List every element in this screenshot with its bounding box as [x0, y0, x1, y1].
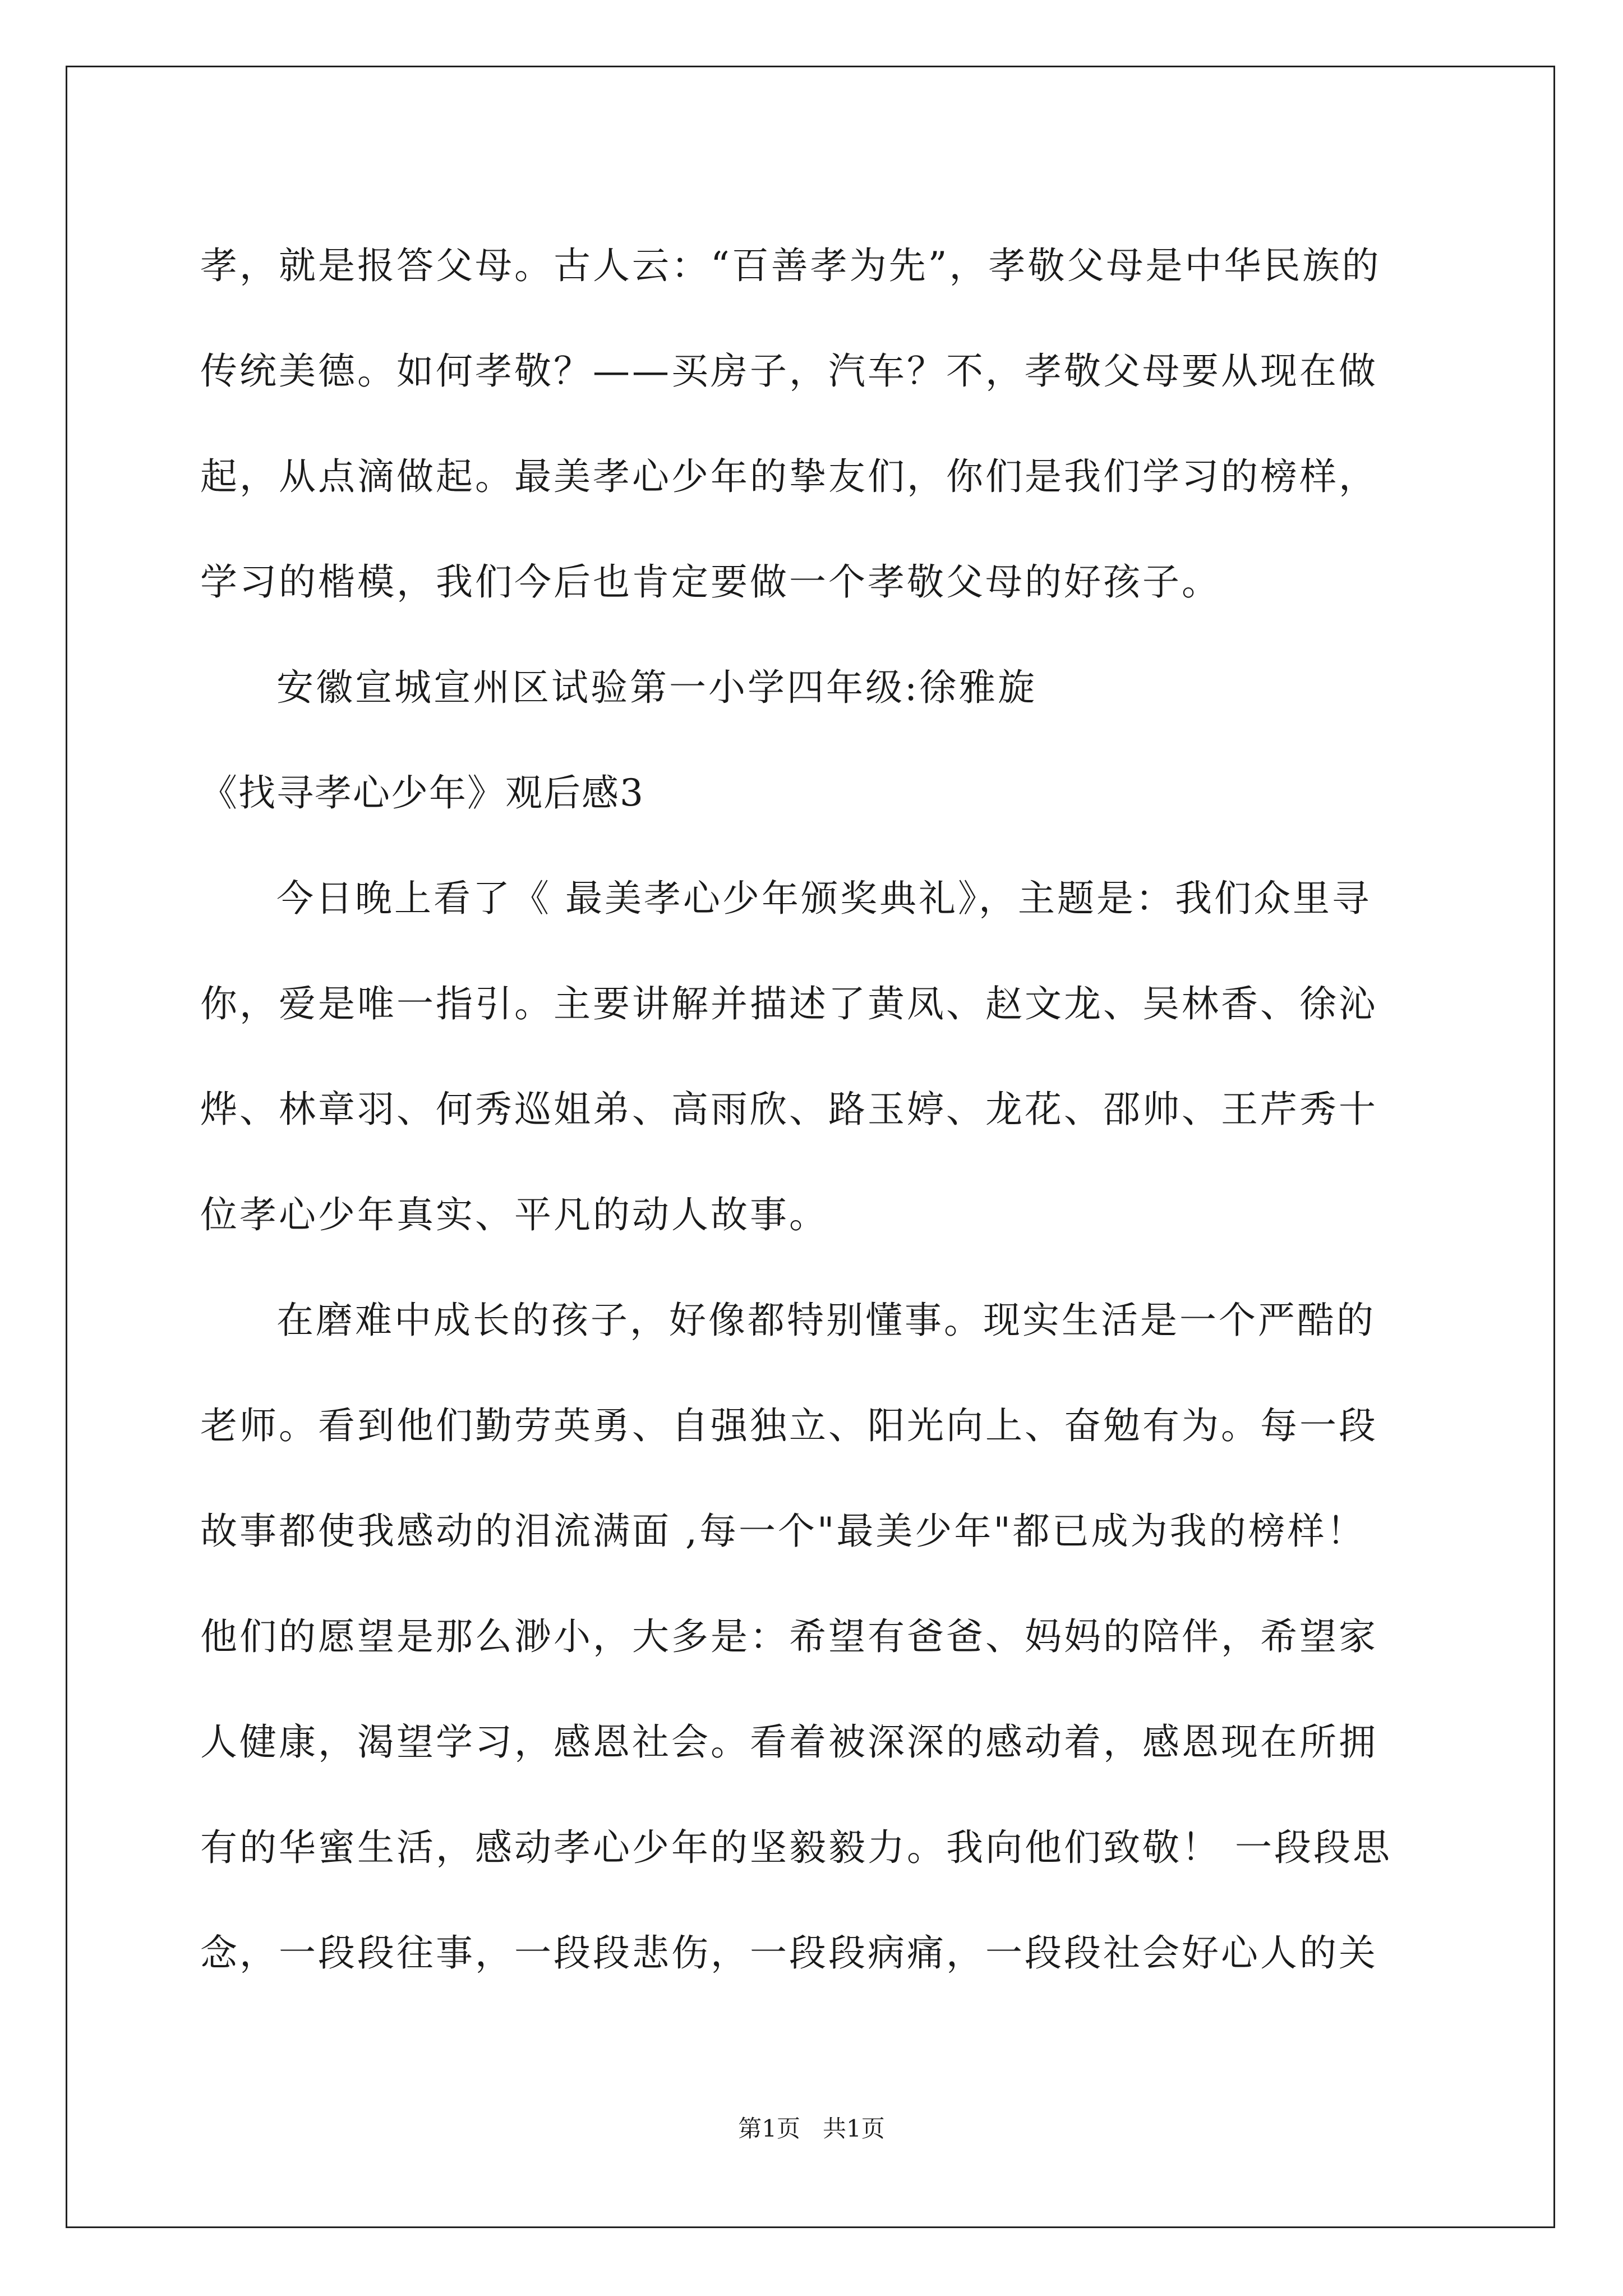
- paragraph-line: 学习的楷模，我们今后也肯定要做一个孝敬父母的好孩子。: [200, 560, 1221, 604]
- paragraph-line: 他们的愿望是那么渺小，大多是：希望有爸爸、妈妈的陪伴，希望家: [200, 1615, 1378, 1658]
- paragraph-line: 在磨难中成长的孩子，好像都特别懂事。现实生活是一个严酷的: [276, 1299, 1376, 1342]
- paragraph-line: 起，从点滴做起。最美孝心少年的挚友们，你们是我们学习的榜样，: [200, 455, 1378, 498]
- paragraph-line: 人健康，渴望学习，感恩社会。看着被深深的感动着，感恩现在所拥: [200, 1720, 1378, 1764]
- page-footer: 第1页 共1页: [738, 2115, 885, 2142]
- author-line: 安徽宣城宣州区试验第一小学四年级:徐雅旋: [276, 666, 1038, 709]
- paragraph-line: 烨、林章羽、何秀巡姐弟、高雨欣、路玉婷、龙花、邵帅、王芹秀十: [200, 1088, 1378, 1131]
- paragraph-line: 位孝心少年真实、平凡的动人故事。: [200, 1193, 828, 1236]
- paragraph-line: 传统美德。如何孝敬？——买房子，汽车？不，孝敬父母要从现在做: [200, 349, 1378, 393]
- paragraph-line: 你，爱是唯一指引。主要讲解并描述了黄凤、赵文龙、吴林香、徐沁: [200, 982, 1378, 1025]
- paragraph-line: 念，一段段往事，一段段悲伤，一段段病痛，一段段社会好心人的关: [200, 1931, 1378, 1975]
- paragraph-line: 有的华蜜生活，感动孝心少年的坚毅毅力。我向他们致敬！ 一段段思: [200, 1826, 1392, 1869]
- document-body: [200, 213, 1434, 2006]
- paragraph-line: 孝，就是报答父母。古人云：“百善孝为先”，孝敬父母是中华民族的: [200, 244, 1381, 287]
- paragraph-line: 今日晚上看了《 最美孝心少年颁奖典礼》，主题是：我们众里寻: [276, 877, 1371, 920]
- paragraph-line: 故事都使我感动的泪流满面 ,每一个"最美少年"都已成为我的榜样！: [200, 1510, 1366, 1553]
- paragraph-line: 老师。看到他们勤劳英勇、自强独立、阳光向上、奋勉有为。每一段: [200, 1404, 1378, 1447]
- section-heading: 《找寻孝心少年》观后感3: [200, 771, 644, 815]
